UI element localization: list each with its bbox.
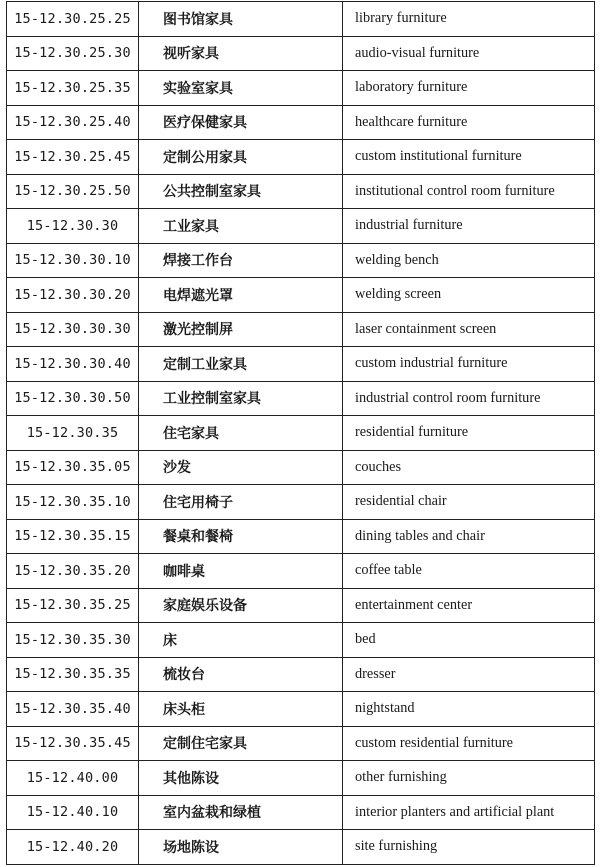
chinese-term-cell: 公共控制室家具 [139,174,343,209]
english-term-cell: welding bench [343,243,595,278]
code-cell: 15-12.40.10 [7,795,139,830]
code-cell: 15-12.40.20 [7,830,139,865]
chinese-term-cell: 家庭娱乐设备 [139,588,343,623]
code-cell: 15-12.30.30.50 [7,381,139,416]
chinese-term-cell: 其他陈设 [139,761,343,796]
code-cell: 15-12.30.30.30 [7,312,139,347]
table-row [7,105,595,140]
english-term-cell: dining tables and chair [343,519,595,554]
english-term-cell: industrial furniture [343,209,595,244]
classification-table [6,1,595,865]
code-cell: 15-12.30.35.35 [7,657,139,692]
table-row [7,519,595,554]
code-cell: 15-12.30.25.30 [7,36,139,71]
code-cell: 15-12.30.25.45 [7,140,139,175]
table-body [7,2,595,865]
chinese-term-cell: 床头柜 [139,692,343,727]
english-term-cell: residential furniture [343,416,595,451]
table-row [7,209,595,244]
english-term-cell: audio-visual furniture [343,36,595,71]
table-row [7,278,595,313]
table-row [7,588,595,623]
code-cell: 15-12.30.35.10 [7,485,139,520]
table-row [7,2,595,37]
code-cell: 15-12.30.35.15 [7,519,139,554]
chinese-term-cell: 梳妆台 [139,657,343,692]
english-term-cell: dresser [343,657,595,692]
table-row [7,830,595,865]
table-row [7,243,595,278]
code-cell: 15-12.30.35.25 [7,588,139,623]
table-row [7,71,595,106]
chinese-term-cell: 实验室家具 [139,71,343,106]
code-cell: 15-12.30.25.35 [7,71,139,106]
code-cell: 15-12.30.25.25 [7,2,139,37]
chinese-term-cell: 视听家具 [139,36,343,71]
english-term-cell: entertainment center [343,588,595,623]
chinese-term-cell: 工业控制室家具 [139,381,343,416]
chinese-term-cell: 定制公用家具 [139,140,343,175]
table-row [7,554,595,589]
table-row [7,416,595,451]
english-term-cell: custom industrial furniture [343,347,595,382]
code-cell: 15-12.30.35.05 [7,450,139,485]
english-term-cell: laboratory furniture [343,71,595,106]
code-cell: 15-12.30.35.45 [7,726,139,761]
chinese-term-cell: 餐桌和餐椅 [139,519,343,554]
english-term-cell: nightstand [343,692,595,727]
english-term-cell: institutional control room furniture [343,174,595,209]
code-cell: 15-12.40.00 [7,761,139,796]
english-term-cell: laser containment screen [343,312,595,347]
table-row [7,450,595,485]
chinese-term-cell: 床 [139,623,343,658]
table-row [7,657,595,692]
code-cell: 15-12.30.35.30 [7,623,139,658]
chinese-term-cell: 医疗保健家具 [139,105,343,140]
english-term-cell: bed [343,623,595,658]
english-term-cell: interior planters and artificial plant [343,795,595,830]
table-row [7,381,595,416]
table-row [7,485,595,520]
english-term-cell: other furnishing [343,761,595,796]
english-term-cell: industrial control room furniture [343,381,595,416]
english-term-cell: residential chair [343,485,595,520]
english-term-cell: welding screen [343,278,595,313]
table-row [7,347,595,382]
code-cell: 15-12.30.35 [7,416,139,451]
table-row [7,312,595,347]
chinese-term-cell: 激光控制屏 [139,312,343,347]
table-row [7,174,595,209]
english-term-cell: healthcare furniture [343,105,595,140]
code-cell: 15-12.30.30 [7,209,139,244]
table-row [7,726,595,761]
table-row [7,36,595,71]
chinese-term-cell: 咖啡桌 [139,554,343,589]
english-term-cell: coffee table [343,554,595,589]
chinese-term-cell: 住宅用椅子 [139,485,343,520]
code-cell: 15-12.30.30.40 [7,347,139,382]
code-cell: 15-12.30.35.40 [7,692,139,727]
chinese-term-cell: 场地陈设 [139,830,343,865]
code-cell: 15-12.30.30.10 [7,243,139,278]
english-term-cell: couches [343,450,595,485]
english-term-cell: custom institutional furniture [343,140,595,175]
table-row [7,692,595,727]
chinese-term-cell: 沙发 [139,450,343,485]
chinese-term-cell: 工业家具 [139,209,343,244]
code-cell: 15-12.30.25.50 [7,174,139,209]
table-row [7,761,595,796]
english-term-cell: site furnishing [343,830,595,865]
chinese-term-cell: 室内盆栽和绿植 [139,795,343,830]
code-cell: 15-12.30.25.40 [7,105,139,140]
chinese-term-cell: 定制工业家具 [139,347,343,382]
chinese-term-cell: 电焊遮光罩 [139,278,343,313]
table-row [7,623,595,658]
english-term-cell: library furniture [343,2,595,37]
code-cell: 15-12.30.30.20 [7,278,139,313]
chinese-term-cell: 图书馆家具 [139,2,343,37]
chinese-term-cell: 焊接工作台 [139,243,343,278]
chinese-term-cell: 住宅家具 [139,416,343,451]
code-cell: 15-12.30.35.20 [7,554,139,589]
chinese-term-cell: 定制住宅家具 [139,726,343,761]
table-row [7,140,595,175]
english-term-cell: custom residential furniture [343,726,595,761]
table-row [7,795,595,830]
